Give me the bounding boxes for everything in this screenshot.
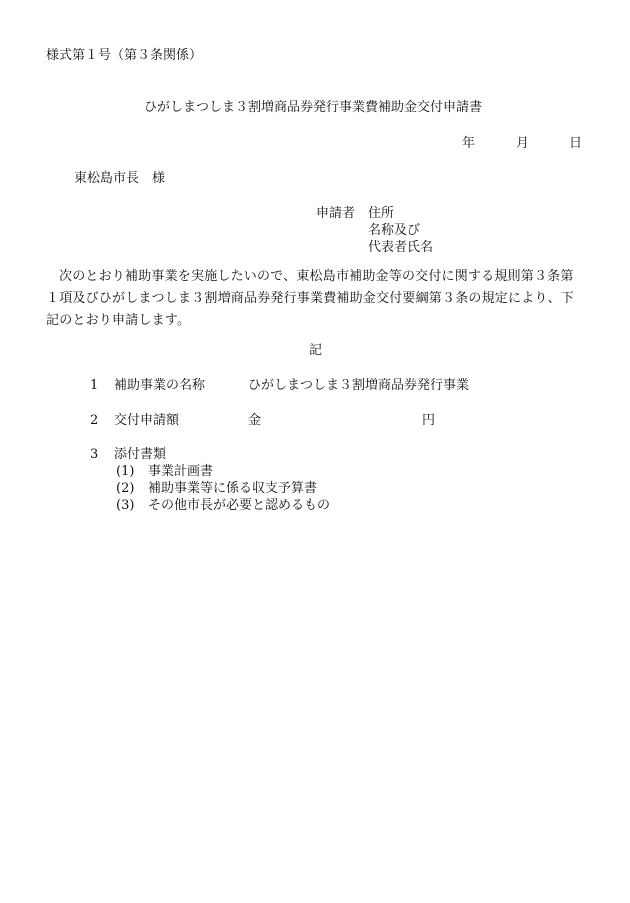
applicant-label: 申請者	[316, 206, 356, 221]
item1-number: 1	[90, 378, 99, 393]
subitem-number: (2)	[116, 481, 135, 496]
applicant-rep-label: 代表者氏名	[368, 240, 434, 255]
date-year-label: 年	[462, 136, 476, 151]
item2-amount-prefix: 金	[248, 413, 262, 428]
item2-amount-suffix: 円	[422, 413, 436, 428]
date-month-label: 月	[516, 136, 530, 151]
item3-number: 3	[90, 447, 99, 462]
item2-label: 交付申請額	[114, 413, 180, 428]
subitem-number: (3)	[116, 498, 135, 513]
applicant-address-label: 住所	[368, 206, 395, 221]
item1-value: ひがしまつしま３割増商品券発行事業	[248, 378, 470, 393]
ki-heading: 記	[309, 343, 323, 358]
subitem-label: 補助事業等に係る収支予算書	[148, 481, 318, 496]
item1-label: 補助事業の名称	[114, 378, 206, 393]
subitem-label: 事業計画書	[148, 464, 214, 479]
form-number: 様式第１号（第３条関係）	[46, 48, 203, 63]
item3-label: 添付書類	[114, 447, 167, 462]
addressee: 東松島市長 様	[74, 171, 166, 186]
body-paragraph: 次のとおり補助事業を実施したいので、東松島市補助金等の交付に関する規則第３条第１項及びひがしまつしま３割増商品券発行事業費補助金交付要綱第３条の規定により、下記のとおり申請します。	[46, 269, 575, 328]
subitem-label: その他市長が必要と認めるもの	[148, 498, 331, 513]
applicant-name-label: 名称及び	[368, 223, 421, 238]
document-title: ひがしまつしま３割増商品券発行事業費補助金交付申請書	[144, 100, 483, 115]
item2-number: 2	[90, 413, 99, 428]
subitem-number: (1)	[116, 464, 135, 479]
date-day-label: 日	[569, 136, 583, 151]
